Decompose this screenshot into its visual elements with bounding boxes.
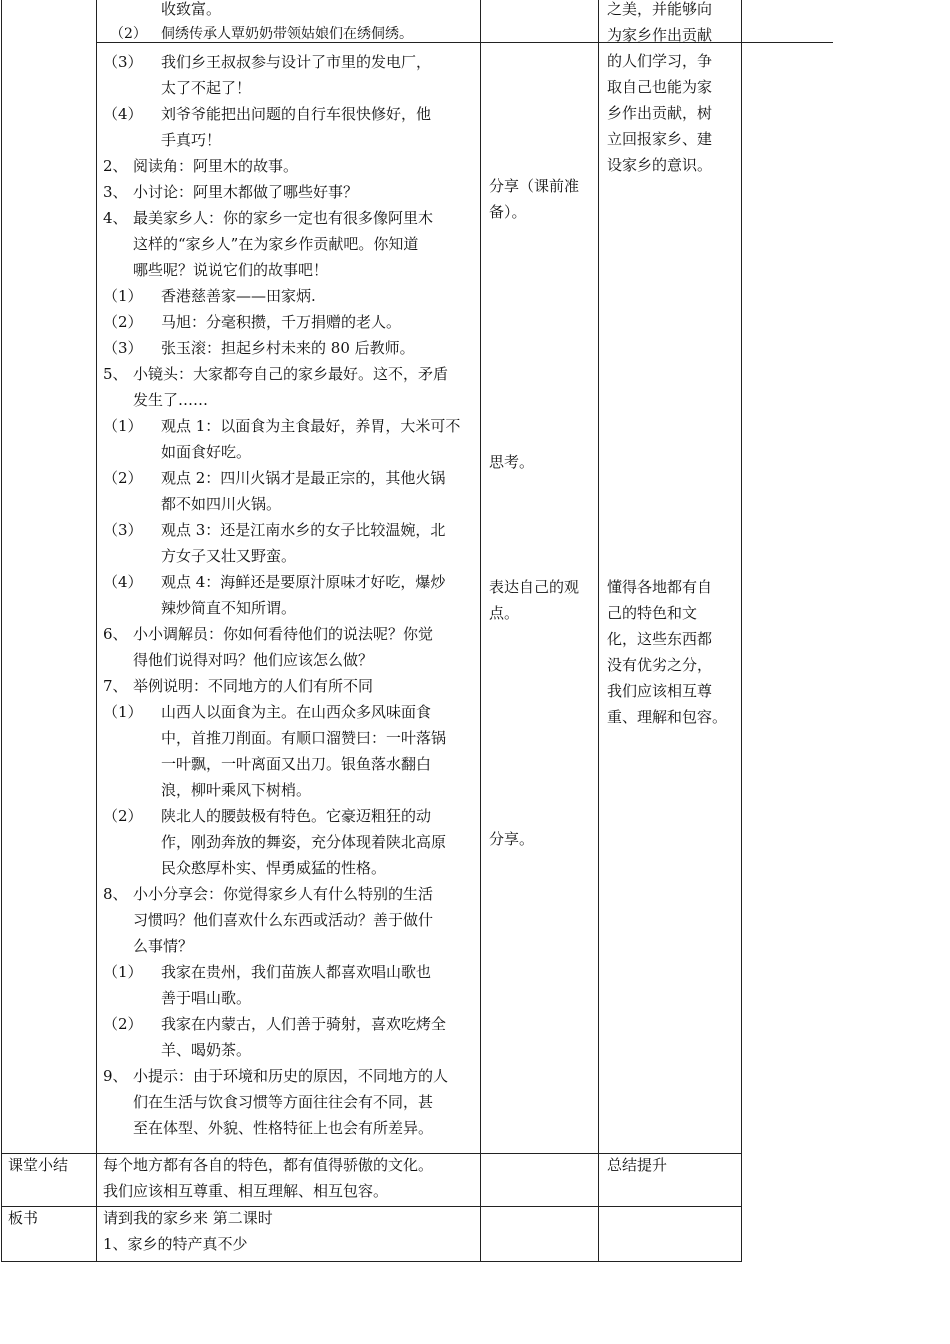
- list-item-text: 小镜头：大家都夸自己的家乡最好。这不，矛盾: [133, 365, 449, 383]
- list-item-text: 马旭：分毫积攒，千万捐赠的老人。: [161, 313, 402, 331]
- list-item-line: [103, 179, 475, 205]
- summary-col4: 总结提升: [607, 1156, 668, 1174]
- list-item-text: 我们乡王叔叔参与设计了市里的发电厂，: [161, 53, 432, 71]
- list-item-text: 民众憨厚朴实、悍勇威猛的性格。: [161, 859, 387, 877]
- list-item-line: [103, 49, 475, 75]
- table-border-col2: [480, 0, 481, 1262]
- list-item-text: 观点 3：还是江南水乡的女子比较温婉，北: [161, 521, 446, 539]
- list-item-line: [103, 439, 475, 465]
- list-item-number: 2、: [103, 157, 128, 175]
- list-item-number: （3）: [103, 53, 143, 71]
- list-item-text: 这样的“家乡人”在为家乡作贡献吧。你知道: [133, 235, 419, 253]
- goal-line: 化，这些东西都: [607, 630, 713, 648]
- list-item-text: 作，刚劲奔放的舞姿，充分体现着陕北高原: [161, 833, 447, 851]
- list-item-line: [103, 595, 475, 621]
- list-item-number: （2）: [103, 807, 143, 825]
- goal-line: 之美，并能够向: [607, 0, 713, 18]
- list-item-line: [103, 153, 475, 179]
- list-item-line: [103, 283, 475, 309]
- board-line-2: 1、家乡的特产真不少: [103, 1235, 248, 1253]
- list-item-line: [103, 309, 475, 335]
- list-item-line: [103, 543, 475, 569]
- list-item-line: [103, 1089, 475, 1115]
- list-item-line: [103, 725, 475, 751]
- list-item-line: [103, 959, 475, 985]
- list-item-text: 如面食好吃。: [161, 443, 252, 461]
- list-item-text: 山西人以面食为主。在山西众多风味面食: [161, 703, 432, 721]
- student-activity-share: 分享。: [489, 830, 535, 848]
- list-item-number: （2）: [103, 469, 143, 487]
- list-item-number: （2）: [103, 313, 143, 331]
- list-item-text: 陕北人的腰鼓极有特色。它豪迈粗狂的动: [161, 807, 432, 825]
- list-item-text: 手真巧！: [161, 131, 222, 149]
- list-item-text: 中，首推刀削面。有顺口溜赞曰：一叶落锅: [161, 729, 447, 747]
- list-item-text: 羊、喝奶茶。: [161, 1041, 252, 1059]
- list-item-text: 我家在内蒙古，人们善于骑射，喜欢吃烤全: [161, 1015, 447, 1033]
- list-item-text: 得他们说得对吗？他们应该怎么做？: [133, 651, 374, 669]
- list-item-line: [103, 491, 475, 517]
- goal-line: 取自己也能为家: [607, 78, 713, 96]
- list-item-text: 们在生活与饮食习惯等方面往往会有不同，甚: [133, 1093, 434, 1111]
- fragment-item-text: 侗绣传承人覃奶奶带领姑娘们在绣侗绣。: [161, 26, 413, 42]
- list-item-line: [103, 803, 475, 829]
- summary-label: 课堂小结: [8, 1156, 69, 1174]
- student-activity-share-prep: [489, 173, 594, 225]
- list-item-line: [103, 673, 475, 699]
- list-item-line: [103, 335, 475, 361]
- list-item-number: 9、: [103, 1067, 128, 1085]
- student-activity-express: [489, 574, 594, 626]
- list-item-line: [103, 829, 475, 855]
- list-item-number: （1）: [103, 417, 143, 435]
- list-item-text: 善于唱山歌。: [161, 989, 252, 1007]
- list-item-number: 8、: [103, 885, 128, 903]
- list-item-number: （4）: [103, 573, 143, 591]
- activity-content: [103, 49, 475, 1141]
- list-item-text: 么事情？: [133, 937, 194, 955]
- board-label: 板书: [8, 1209, 39, 1227]
- list-item-number: 3、: [103, 183, 128, 201]
- list-item-text: 一叶飘，一叶离面又出刀。银鱼落水翻白: [161, 755, 432, 773]
- goal-line: 没有优劣之分，: [607, 656, 713, 674]
- list-item-line: [103, 465, 475, 491]
- list-item-text: 小小调解员：你如何看待他们的说法呢？你觉: [133, 625, 434, 643]
- list-item-text: 辣炒简直不知所谓。: [161, 599, 297, 617]
- list-item-number: （4）: [103, 105, 143, 123]
- list-item-text: 刘爷爷能把出问题的自行车很快修好，他: [161, 105, 432, 123]
- list-item-text: 观点 2：四川火锅才是最正宗的，其他火锅: [161, 469, 446, 487]
- list-item-text: 至在体型、外貌、性格特征上也会有所差异。: [133, 1119, 434, 1137]
- list-item-text: 小提示：由于环境和历史的原因，不同地方的人: [133, 1067, 449, 1085]
- list-item-line: [103, 933, 475, 959]
- list-item-text: 太了不起了！: [161, 79, 252, 97]
- list-item-line: [103, 1063, 475, 1089]
- list-item-text: 小小分享会：你觉得家乡人有什么特别的生活: [133, 885, 434, 903]
- list-item-number: （1）: [103, 287, 143, 305]
- goal-line: 懂得各地都有自: [607, 578, 713, 596]
- express-line-1: 表达自己的观: [489, 578, 580, 596]
- list-item-text: 香港慈善家——田家炳.: [161, 287, 316, 305]
- list-item-line: [103, 621, 475, 647]
- goal-line: 重、理解和包容。: [607, 708, 728, 726]
- share-prep-line-2: 备）。: [489, 203, 527, 221]
- table-border-right: [741, 0, 742, 1262]
- list-item-line: [103, 881, 475, 907]
- goal-top: [607, 0, 735, 178]
- goal-line: 乡作出贡献，树: [607, 104, 713, 122]
- list-item-number: 4、: [103, 209, 128, 227]
- express-line-2: 点。: [489, 604, 520, 622]
- list-item-line: [103, 855, 475, 881]
- list-item-text: 阅读角：阿里木的故事。: [133, 157, 299, 175]
- list-item-text: 哪些呢？说说它们的故事吧！: [133, 261, 329, 279]
- list-item-number: 6、: [103, 625, 128, 643]
- list-item-line: [103, 257, 475, 283]
- list-item-line: [103, 1037, 475, 1063]
- list-item-number: 5、: [103, 365, 128, 383]
- summary-line-1: 每个地方都有各自的特色，都有值得骄傲的文化。: [103, 1156, 434, 1174]
- list-item-line: [103, 387, 475, 413]
- list-item-text: 小讨论：阿里木都做了哪些好事？: [133, 183, 359, 201]
- list-item-line: [103, 751, 475, 777]
- goal-line: 立回报家乡、建: [607, 130, 713, 148]
- list-item-number: （1）: [103, 703, 143, 721]
- list-item-line: [103, 569, 475, 595]
- board-line-1: 请到我的家乡来 第二课时: [103, 1209, 273, 1227]
- list-item-text: 习惯吗？他们喜欢什么东西或活动？善于做什: [133, 911, 434, 929]
- list-item-text: 观点 4：海鲜还是要原汁原味才好吃，爆炒: [161, 573, 446, 591]
- list-item-line: [103, 699, 475, 725]
- table-border-col3: [598, 0, 599, 1262]
- list-item-line: [103, 205, 475, 231]
- goal-line: 设家乡的意识。: [607, 156, 713, 174]
- goal-line: 我们应该相互尊: [607, 682, 713, 700]
- list-item-line: [103, 777, 475, 803]
- list-item-line: [103, 75, 475, 101]
- table-border-col1: [96, 0, 97, 1262]
- fragment-line: 收致富。: [161, 0, 222, 18]
- list-item-text: 都不如四川火锅。: [161, 495, 282, 513]
- list-item-number: （3）: [103, 339, 143, 357]
- list-item-line: [103, 985, 475, 1011]
- list-item-number: （2）: [103, 1015, 143, 1033]
- list-item-text: 方女子又壮又野蛮。: [161, 547, 297, 565]
- list-item-text: 最美家乡人：你的家乡一定也有很多像阿里木: [133, 209, 434, 227]
- list-item-line: [103, 647, 475, 673]
- goal-line: 的人们学习，争: [607, 52, 713, 70]
- list-item-line: [103, 101, 475, 127]
- fragment-item-num: （2）: [110, 26, 147, 42]
- table-border-left: [1, 0, 2, 1262]
- summary-line-2: 我们应该相互尊重、相互理解、相互包容。: [103, 1182, 389, 1200]
- list-item-text: 张玉滚：担起乡村未来的 80 后教师。: [161, 339, 415, 357]
- list-item-line: [103, 127, 475, 153]
- list-item-line: [103, 907, 475, 933]
- list-item-text: 浪，柳叶乘风下树梢。: [161, 781, 312, 799]
- list-item-number: 7、: [103, 677, 128, 695]
- goal-understand: [607, 574, 735, 730]
- list-item-text: 发生了……: [133, 391, 209, 409]
- list-item-line: [103, 413, 475, 439]
- list-item-line: [103, 231, 475, 257]
- goal-line: 己的特色和文: [607, 604, 698, 622]
- list-item-text: 观点 1：以面食为主食最好，养胃，大米可不: [161, 417, 461, 435]
- list-item-number: （3）: [103, 521, 143, 539]
- list-item-number: （1）: [103, 963, 143, 981]
- list-item-text: 举例说明：不同地方的人们有所不同: [133, 677, 374, 695]
- student-activity-think: 思考。: [489, 453, 535, 471]
- goal-line: 为家乡作出贡献: [607, 26, 713, 44]
- table-border-bottom: [1, 1261, 742, 1262]
- list-item-line: [103, 1011, 475, 1037]
- list-item-line: [103, 517, 475, 543]
- list-item-line: [103, 361, 475, 387]
- list-item-text: 我家在贵州，我们苗族人都喜欢唱山歌也: [161, 963, 432, 981]
- list-item-line: [103, 1115, 475, 1141]
- share-prep-line-1: 分享（课前准: [489, 177, 580, 195]
